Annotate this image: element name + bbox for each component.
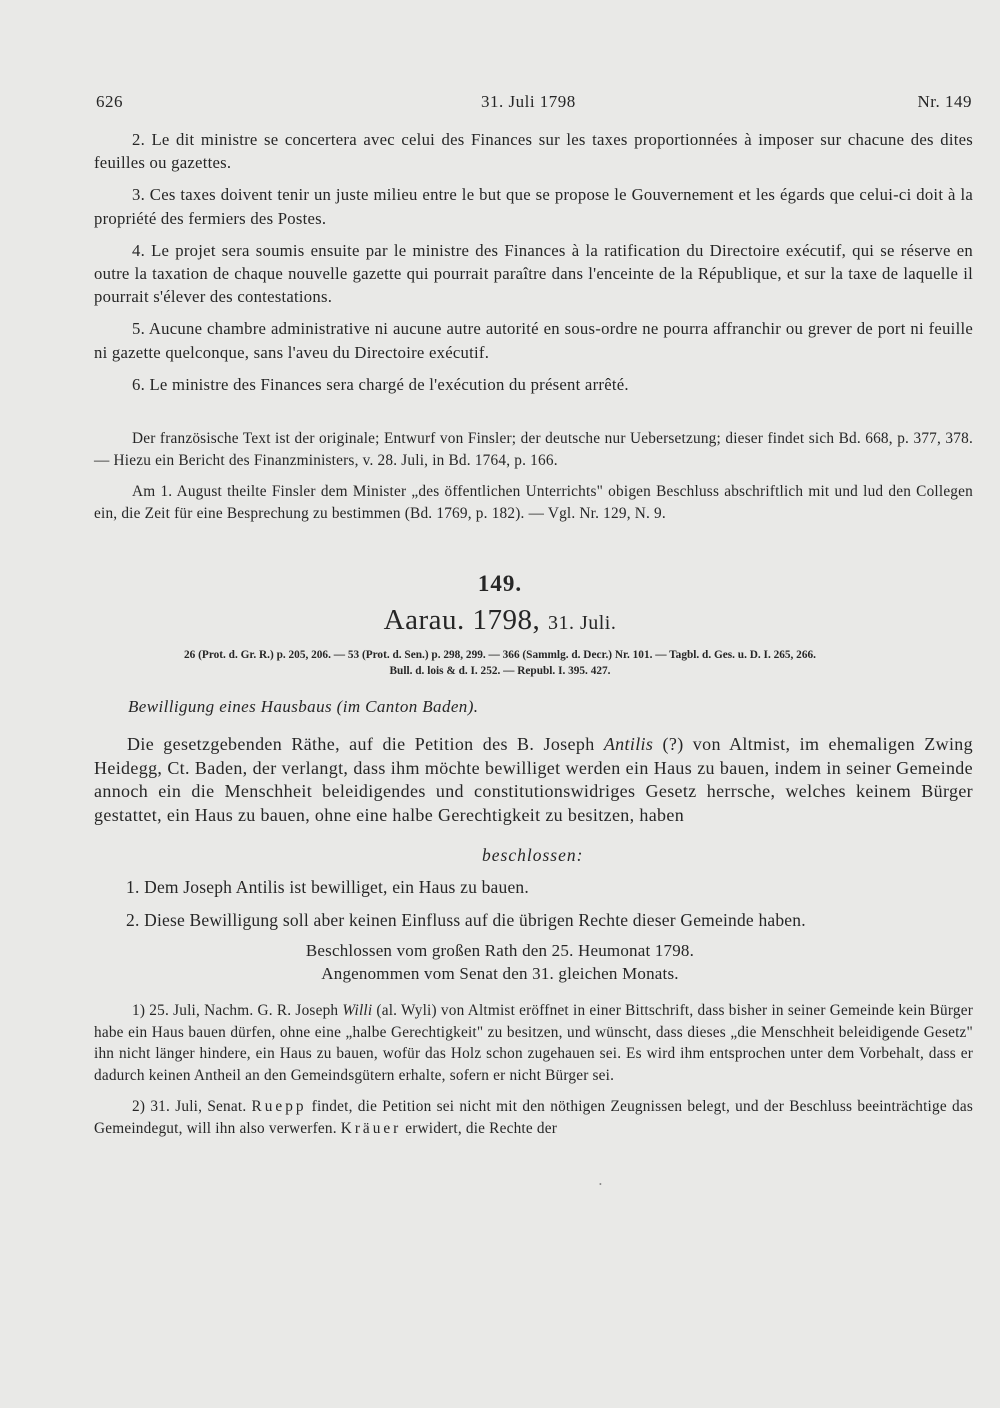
- source-references: [0, 648, 1000, 679]
- editorial-note-2: Am 1. August theilte Finsler dem Minister „des öffentlichen Unterrichts" obigen Beschluss abschriftlich mit und lud den Collegen ein, die Zeit für eine Besprechung zu bestimmen (Bd. 1769, p. 182). — Vgl. Nr. 129, N. 9.: [94, 483, 973, 522]
- signatures: [0, 940, 1000, 985]
- preamble-text-a: Die gesetzgebenden Räthe, auf die Petition des B. Joseph: [127, 734, 604, 754]
- article-4: 4. Le projet sera soumis ensuite par le ministre des Finances à la ratification du Directoire exécutif, qui se réserve en outre la taxation de chaque nouvelle gazette qui pourrait paraître dans l'enceinte de la République, et sur la taxe de laquelle il pourrait s'élever des contestations.: [94, 240, 973, 307]
- day-month: 31. Juli.: [547, 612, 617, 634]
- header-date: 31. Juli 1798: [481, 92, 576, 111]
- beschlossen-heading: beschlossen:: [482, 845, 584, 865]
- footnote-2-text-b: findet, die Petition sei nicht mit den nöthigen Zeugnissen belegt, und der Beschluss beeinträchtige das Gemeindegut, will ihn also verwerfen.: [94, 1098, 974, 1137]
- petitioner-name: Antilis: [603, 734, 654, 754]
- section-number: 149.: [477, 571, 523, 596]
- references-line-2: Bull. d. lois & d. I. 252. — Republ. I. 395. 427.: [389, 664, 611, 677]
- running-header: [96, 92, 972, 116]
- article-2: 2. Le dit ministre se concertera avec celui des Finances sur les taxes proportionnées à imposer sur chacune des dites feuilles ou gazettes.: [94, 130, 973, 173]
- footnote-2-text-a: 2) 31. Juli, Senat.: [132, 1098, 252, 1116]
- references-line-1: 26 (Prot. d. Gr. R.) p. 205, 206. — 53 (Prot. d. Sen.) p. 298, 299. — 366 (Sammlg. d. Decr.) Nr. 101. — Tagbl. d. Ges. u. D. I. 265, 266.: [184, 649, 816, 661]
- footnote-2-name-kraeuer: Kräuer: [340, 1119, 402, 1137]
- footnote-1-text-a: 1) 25. Juli, Nachm. G. R. Joseph: [132, 1002, 343, 1019]
- editorial-note-1: Der französische Text ist der originale; Entwurf von Finsler; der deutsche nur Uebersetzung; dieser findet sich Bd. 668, p. 377, 378. — Hiezu ein Bericht des Finanzministers, v. 28. Juli, in Bd. 1764, p. 166.: [94, 430, 973, 469]
- footnote-2-text-c: erwidert, die Rechte der: [401, 1119, 558, 1137]
- preamble-text-b: (?) von Altmist, im ehemaligen Zwing Heidegg, Ct. Baden, der verlangt, dass ihm möchte bewilliget werden ein Haus zu bauen, indem in seiner Gemeinde annoch ein die Menschheit beleidigendes und constitutionswidriges Gesetz herrsche, welches keinem Bürger gestattet, ein Haus zu bauen, ohne eine halbe Gerechtigkeit zu besitzen, haben: [94, 734, 973, 825]
- decree-item-2: 2. Diese Bewilligung soll aber keinen Einfluss auf die übrigen Rechte dieser Gemeinde haben.: [126, 909, 806, 930]
- year: 1798,: [472, 604, 541, 636]
- french-articles: [94, 128, 973, 396]
- footnote-2-name-ruepp: Ruepp: [251, 1098, 307, 1116]
- article-6: 6. Le ministre des Finances sera chargé de l'exécution du présent arrêté.: [132, 374, 629, 394]
- section-subject: Bewilligung eines Hausbaus (im Canton Baden).: [128, 697, 479, 716]
- place-name: Aarau.: [383, 604, 465, 636]
- footnote-1: [94, 1000, 973, 1086]
- print-mark: •: [599, 1180, 602, 1189]
- article-5: 5. Aucune chambre administrative ni aucune autre autorité en sous-ordre ne pourra affranchir ou grever de port ni feuille ni gazette quelconque, sans l'aveu du Directoire exécutif.: [94, 319, 973, 362]
- header-number: Nr. 149: [917, 92, 972, 111]
- footnote-1-name: Willi: [342, 1002, 373, 1019]
- article-3: 3. Ces taxes doivent tenir un juste milieu entre le but que se propose le Gouvernement et les égards que celui-ci doit à la propriété des fermiers des Postes.: [94, 185, 973, 228]
- footnote-2: [94, 1096, 973, 1139]
- signature-grand-council: Beschlossen vom großen Rath den 25. Heumonat 1798.: [305, 941, 695, 960]
- footnote-1-text-b: (al. Wyli) von Altmist eröffnet in einer Bittschrift, dass bisher in seiner Gemeinde kein Bürger habe ein Haus bauen dürfen, ohne eine „halbe Gerechtigkeit" zu besitzen, und wünscht, dass dieses „die Menschheit beleidigende Gesetz" ihn nicht länger hindere, ein Haus zu bauen, wofür das Holz schon zugehauen sei. Es wird ihm entsprochen unter dem Vorbehalt, dass er dadurch keinen Antheil an den Gemeindsgütern erhalte, sofern er nicht Bürger sei.: [94, 1002, 973, 1084]
- footnotes: [94, 1000, 973, 1140]
- section-place-date: [0, 604, 1000, 637]
- decree-intro: [94, 733, 973, 827]
- decree-preamble: [94, 733, 973, 827]
- editorial-notes: [94, 428, 973, 524]
- decree-item-1: 1. Dem Joseph Antilis ist bewilliget, ein Haus zu bauen.: [126, 877, 529, 897]
- page-number: 626: [96, 92, 123, 111]
- signature-senate: Angenommen vom Senat den 31. gleichen Monats.: [321, 963, 679, 983]
- decree-items: [94, 876, 973, 932]
